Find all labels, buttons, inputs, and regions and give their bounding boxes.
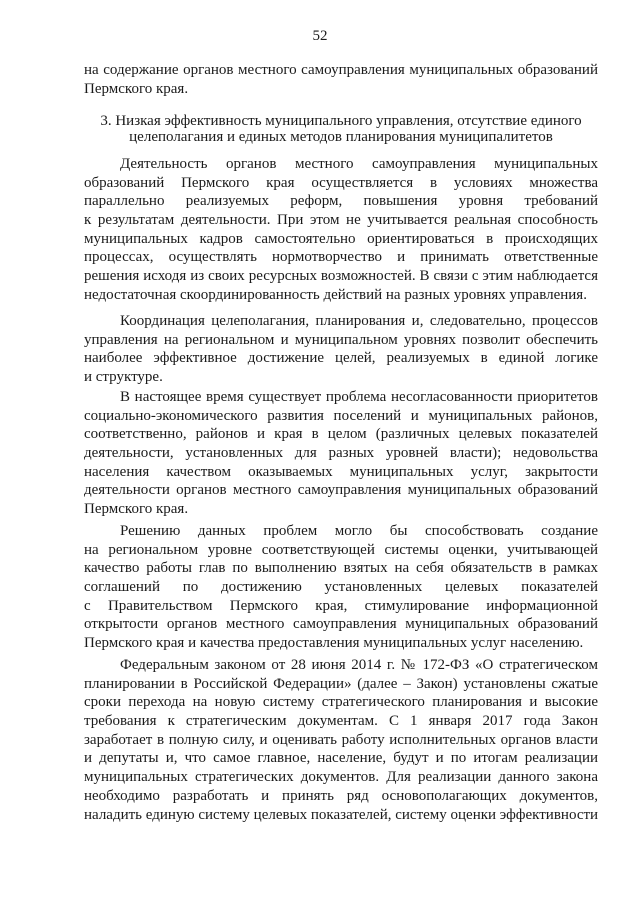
text-line: деятельности органов местного самоуправления муниципальных образований (84, 482, 598, 499)
text-line: процессах, осуществлять нормотворчество и принимать ответственные (84, 249, 598, 266)
intro-text (84, 61, 598, 98)
section-heading (84, 113, 598, 145)
text-line: заработает в полную силу, и оценивать работу исполнительных органов власти (84, 731, 598, 748)
heading-line: 3. Низкая эффективность муниципального управления, отсутствие единого (100, 113, 582, 129)
text-line: и депутаты и, что самое главное, население, будут и по итогам реализации (84, 750, 598, 767)
text-line: необходимо разработать и принять ряд основополагающих документов, (84, 787, 598, 804)
text-line: Федеральным законом от 28 июня 2014 г. № 172-ФЗ «О стратегическом (120, 657, 598, 673)
text-line: управления на региональном и муниципальном уровнях позволит обеспечить (84, 331, 598, 348)
paragraph-2 (84, 312, 598, 387)
text-line: Решению данных проблем могло бы способствовать создание (120, 523, 598, 539)
text-line: наиболее эффективное достижение целей, реализуемых в единой логике (84, 350, 598, 367)
text-line: образований Пермского края осуществляется в условиях множества (84, 174, 598, 191)
text-line: Пермского края. (84, 80, 189, 97)
text-line: Пермского края. (84, 501, 189, 518)
text-line: муниципальных кадров самостоятельно ориентироваться в происходящих (84, 230, 598, 247)
text-line: требования к стратегическим документам. С 1 января 2017 года Закон (84, 713, 598, 730)
paragraph-3 (84, 388, 598, 519)
heading-line: целеполагания и единых методов планирования муниципалитетов (129, 129, 553, 145)
text-line: качество работы глав по выполнению взятых на себя обязательств в рамках (84, 560, 598, 577)
text-line: соответственно, районов и края в целом (различных целевых показателей (84, 426, 598, 443)
text-line: соглашений по достижению установленных целевых показателей (84, 579, 598, 596)
text-line: сроки перехода на новую систему стратегического планирования и высокие (84, 694, 598, 711)
text-line: недостаточная скоординированность действий на разных уровнях управления. (84, 286, 587, 303)
text-line: социально-экономического развития поселений и муниципальных районов, (84, 407, 598, 424)
text-line: на содержание органов местного самоуправления муниципальных образований (84, 62, 598, 78)
text-line: наладить единую систему целевых показателей, систему оценки эффективности (84, 806, 599, 823)
text-line: деятельности, установленных для разных уровней власти); недовольства (84, 445, 598, 462)
text-line: Координация целеполагания, планирования и, следовательно, процессов (120, 313, 598, 329)
text-line: Деятельность органов местного самоуправления муниципальных (120, 156, 598, 172)
text-line: Пермского края и качества предоставления муниципальных услуг населению. (84, 635, 584, 652)
text-line: решения исходя из своих ресурсных возможностей. В связи с этим наблюдается (84, 268, 598, 285)
text-line: с Правительством Пермского края, стимулирование информационной (84, 597, 598, 614)
text-line: В настоящее время существует проблема несогласованности приоритетов (120, 389, 598, 405)
text-line: и структуре. (84, 369, 163, 386)
paragraph-5 (84, 656, 598, 824)
text-line: населения качеством оказываемых муниципальных услуг, закрытости (84, 463, 598, 480)
page-number: 52 (312, 28, 328, 44)
paragraph-4 (84, 522, 598, 653)
text-line: на региональном уровне соответствующей системы оценки, учитывающей (84, 541, 598, 558)
text-line: муниципальных стратегических документов. Для реализации данного закона (84, 769, 598, 786)
text-line: открытости органов местного самоуправления муниципальных образований (84, 616, 598, 633)
paragraph-1 (84, 155, 598, 305)
text-line: планировании в Российской Федерации» (далее – Закон) установлены сжатые (84, 675, 598, 692)
text-line: параллельно реализуемых реформ, повышения уровня требований (84, 193, 598, 210)
text-line: к результатам деятельности. При этом не учитывается реальная способность (84, 212, 598, 229)
